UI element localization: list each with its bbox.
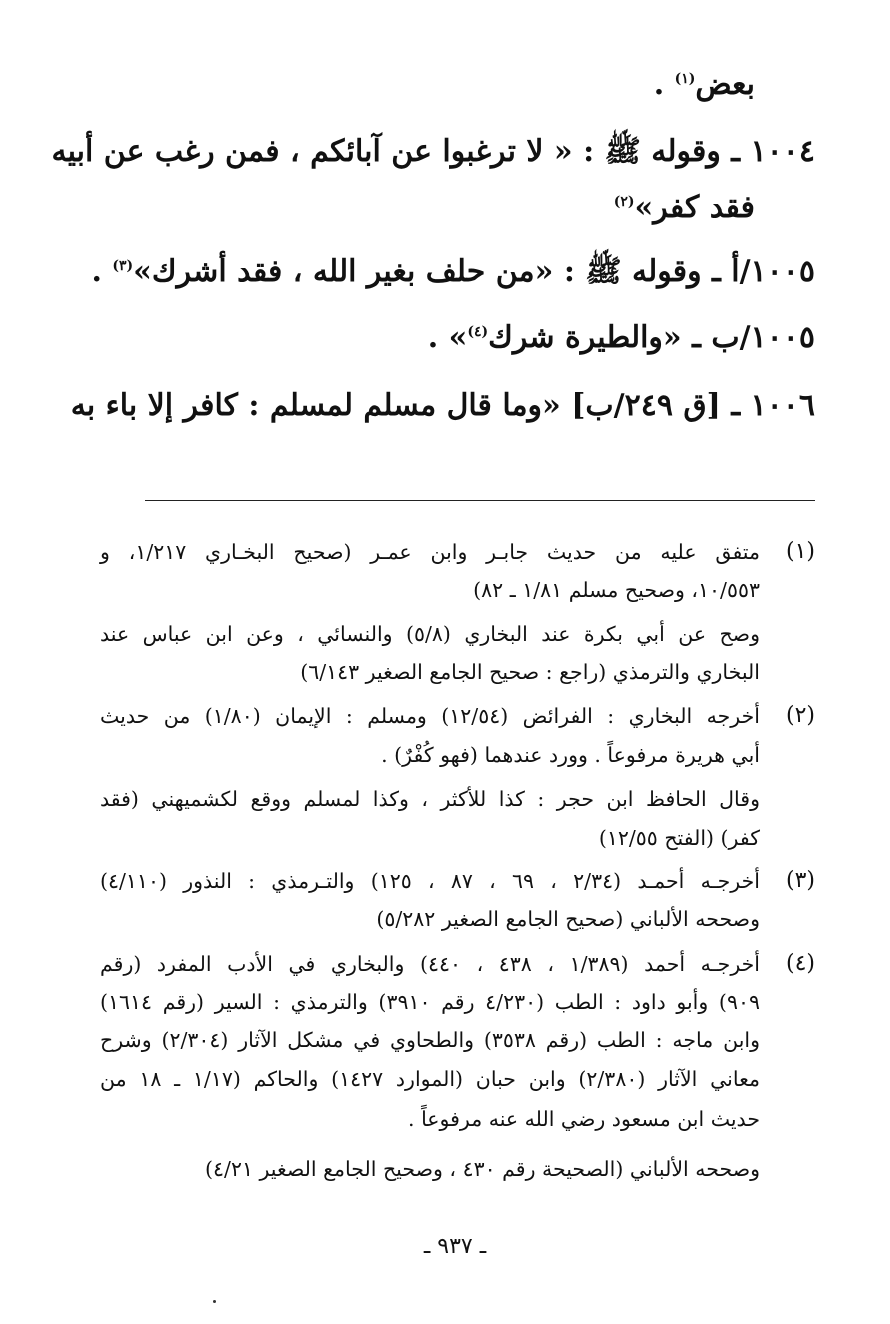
main-text-line: ١٠٠٥/أ ـ وقوله ﷺ : «من حلف بغير الله ، فقد أشرك»$^{(٣)}$ . [91,254,815,289]
footnote-number: (٣) [785,868,815,893]
main-text-line: ١٠٠٦ ـ [ق ٢٤٩/ب] «وما قال مسلم لمسلم : كافر إلا باء به [70,388,815,423]
main-text-line: بعض$^{(١)}$ . [653,67,755,102]
footnote-line: ١٠/٥٥٣، وصحيح مسلم ١/٨١ ـ ٨٢) [473,578,760,602]
footnote-line: أخرجه البخاري : الفرائض (١٢/٥٤) ومسلم : الإيمان (١/٨٠) من حديث [100,704,760,728]
footnote-line: وصححه الألباني (الصحيحة رقم ٤٣٠ ، وصحيح الجامع الصغير ٤/٢١) [205,1157,760,1181]
footnote-number: (١) [785,539,815,564]
footnote-line: متفق عليه من حديث جابـر وابن عمـر (صحيح البخـاري ١/٢١٧، و [100,540,760,564]
footnote-divider [145,500,815,501]
footnote-line: أخرجـه أحمد (١/٣٨٩ ، ٤٣٨ ، ٤٤٠) والبخاري في الأدب المفرد (رقم [100,952,760,976]
main-text-line: ١٠٠٥/ب ـ «والطيرة شرك$^{(٤)}$» . [427,320,815,355]
footnote-line: كفر) (الفتح ١٢/٥٥) [598,826,760,850]
footnote-line: وقال الحافظ ابن حجر : كذا للأكثر ، وكذا لمسلم ووقع لكشميهني (فقد [100,787,760,811]
footnote-line: أخرجـه أحمـد (٢/٣٤ ، ٦٩ ، ٨٧ ، ١٢٥) والتـرمذي : النذور (٤/١١٠) [100,869,760,893]
footnote-line: حديث ابن مسعود رضي الله عنه مرفوعاً . [408,1107,760,1131]
footnote-line: وابن ماجه : الطب (رقم ٣٥٣٨) والطحاوي في مشكل الآثار (٢/٣٠٤) وشرح [100,1028,760,1052]
footnote-line: البخاري والترمذي (راجع : صحيح الجامع الصغير ٦/١٤٣) [300,660,760,684]
footnote-number: (٤) [785,951,815,976]
footnote-number: (٢) [785,703,815,728]
page-number: ـ ٩٣٧ ـ [423,1234,487,1259]
footnote-line: ٩٠٩) وأبو داود : الطب (٤/٢٣٠ رقم ٣٩١٠) والترمذي : السير (رقم ١٦١٤) [100,990,760,1014]
footnote-line: وصح عن أبي بكرة عند البخاري (٥/٨) والنسائي ، وعن ابن عباس عند [100,622,760,646]
speck-mark [213,1300,216,1303]
main-text-line: ١٠٠٤ ـ وقوله ﷺ : « لا ترغبوا عن آبائكم ، فمن رغب عن أبيه [51,134,815,169]
footnote-line: معاني الآثار (٢/٣٨٠) وابن حبان (الموارد ١٤٢٧) والحاكم (١/١٧ ـ ١٨ من [100,1067,761,1091]
footnote-line: وصححه الألباني (صحيح الجامع الصغير ٥/٢٨٢) [376,907,760,931]
footnote-line: أبي هريرة مرفوعاً . وورد عندهما (فهو كُفْرٌ) . [381,743,760,767]
main-text-line: فقد كفر»$^{(٢)}$ [613,190,755,225]
